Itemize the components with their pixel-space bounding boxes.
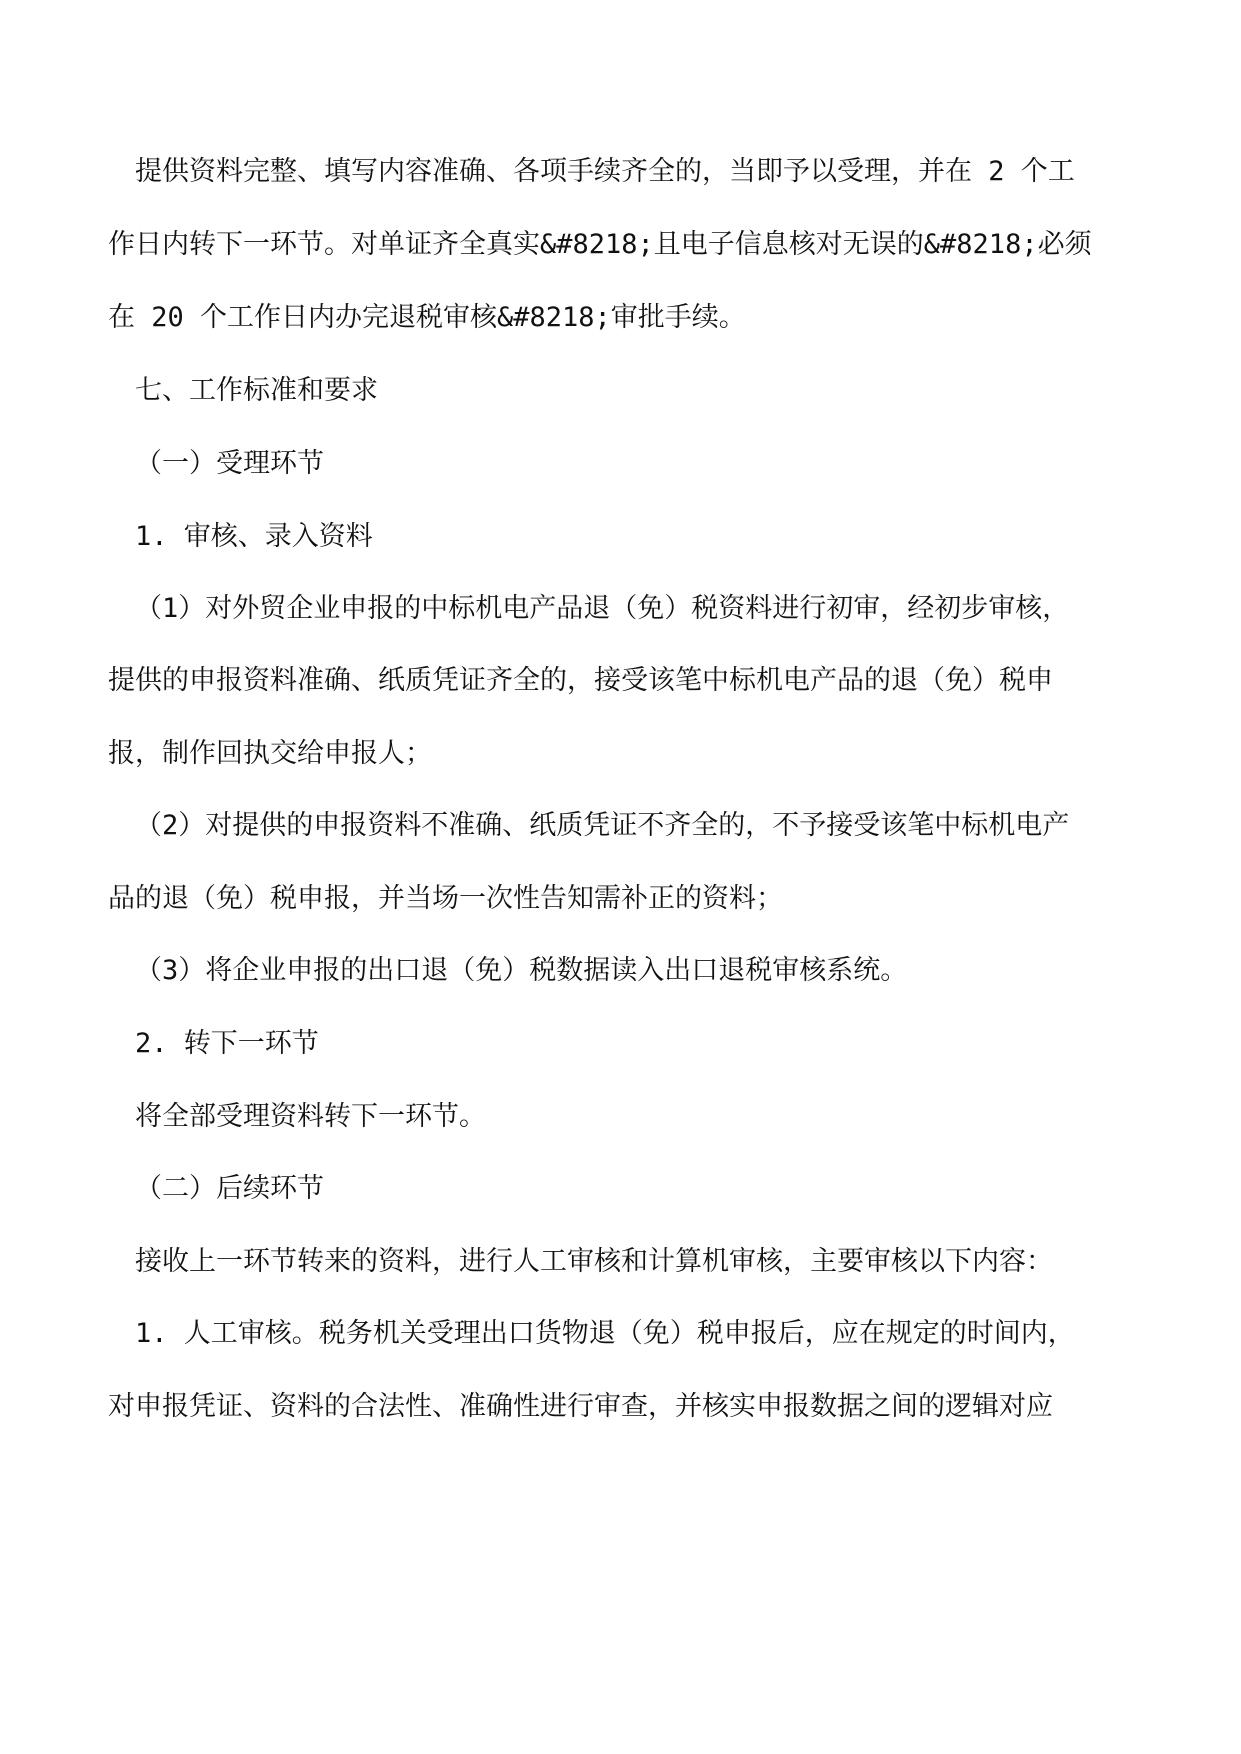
paragraph-line-16: 接收上一环节转来的资料，进行人工审核和计算机审核，主要审核以下内容： [135,1246,1053,1277]
subsection-heading-1: （一）受理环节 [135,448,324,479]
item-heading-1: 1. 审核、录入资料 [135,521,373,552]
paragraph-line-17: 1. 人工审核。税务机关受理出口货物退（免）税申报后，应在规定的时间内， [135,1318,1075,1349]
paragraph-line-7: （1）对外贸企业申报的中标机电产品退（免）税资料进行初审，经初步审核， [135,593,1070,624]
paragraph-line-1: 提供资料完整、填写内容准确、各项手续齐全的，当即予以受理，并在 2 个工 [135,156,1075,187]
paragraph-line-9: 报，制作回执交给申报人； [108,738,432,769]
paragraph-line-8: 提供的申报资料准确、纸质凭证齐全的，接受该笔中标机电产品的退（免）税申 [108,665,1053,696]
section-heading-7: 七、工作标准和要求 [135,375,378,406]
paragraph-line-18: 对申报凭证、资料的合法性、准确性进行审查，并核实申报数据之间的逻辑对应 [108,1391,1053,1422]
paragraph-line-10: （2）对提供的申报资料不准确、纸质凭证不齐全的，不予接受该笔中标机电产 [135,810,1070,841]
paragraph-line-11: 品的退（免）税申报，并当场一次性告知需补正的资料； [108,883,783,914]
paragraph-line-2: 作日内转下一环节。对单证齐全真实&#8218;且电子信息核对无误的&#8218;必须 [108,229,1092,260]
paragraph-line-3: 在 20 个工作日内办完退税审核&#8218;审批手续。 [108,302,746,333]
subsection-heading-2: （二）后续环节 [135,1173,324,1204]
paragraph-line-12: （3）将企业申报的出口退（免）税数据读入出口退税审核系统。 [135,955,908,986]
paragraph-line-14: 将全部受理资料转下一环节。 [135,1101,486,1132]
item-heading-2: 2. 转下一环节 [135,1028,319,1059]
